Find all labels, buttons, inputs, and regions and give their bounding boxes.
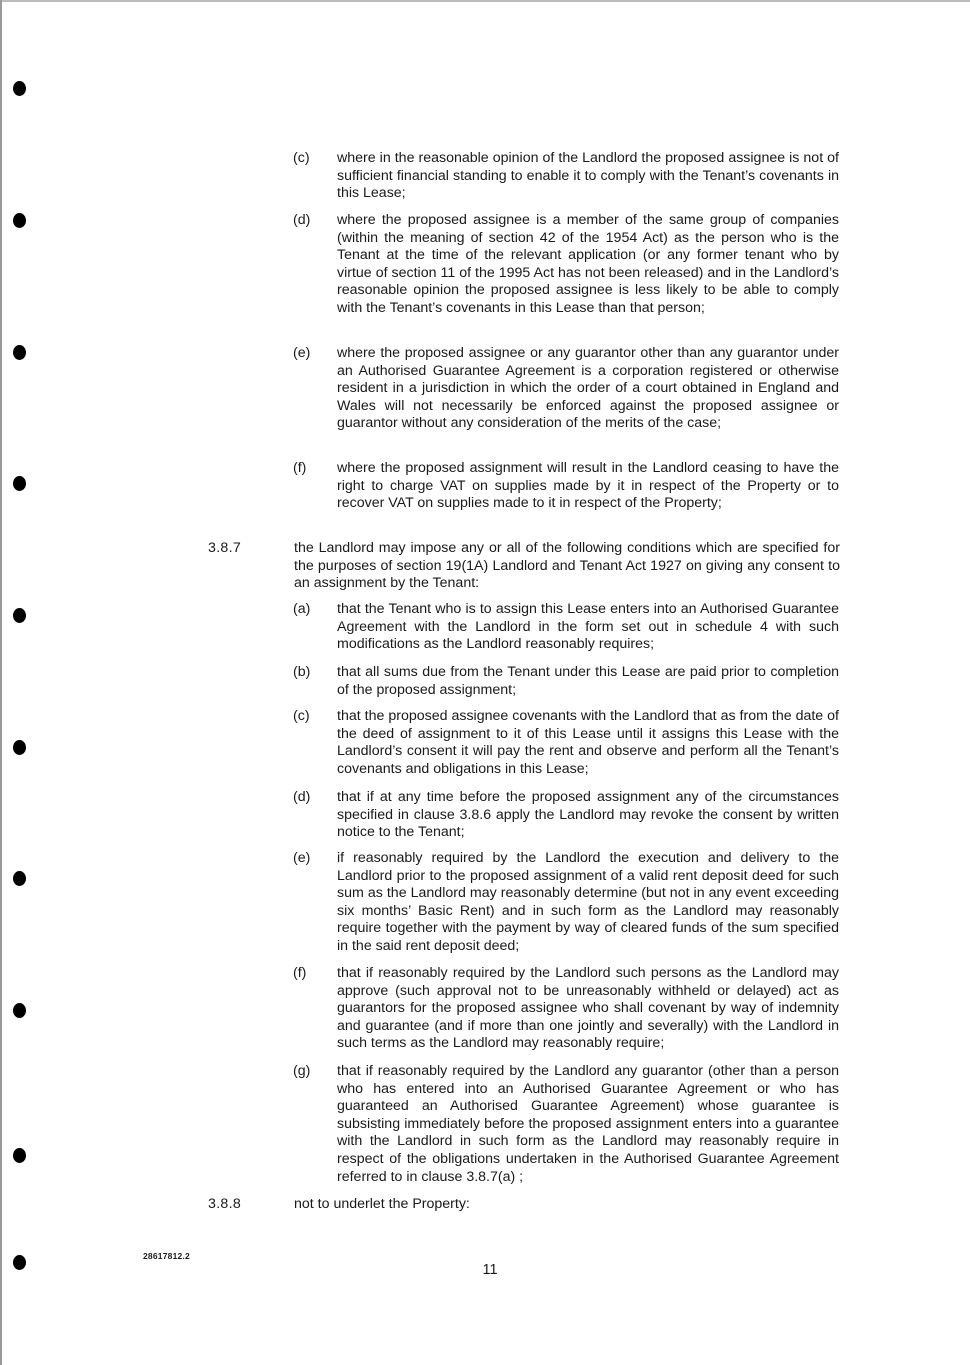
item-text: if reasonably required by the Landlord the execution and delivery to the Landlord prior to the proposed assignment of a valid rent deposit deed for such sum as the Landlord may reasonably determine (but not in any event exceeding six months’ Basic Rent) and in such form as the Landlord may reasonably require together with the payment by way of cleared funds of the sum specified in the said rent deposit deed; bbox=[337, 850, 839, 954]
clause-text: the Landlord may impose any or all of the following conditions which are specified for the purposes of section 19(1A) Landlord and Tenant Act 1927 on giving any consent to an assignment by the Tenant: bbox=[294, 540, 840, 592]
punch-hole-icon bbox=[13, 1255, 26, 1270]
item-text: that if at any time before the proposed assignment any of the circumstances specified in clause 3.8.6 apply the Landlord may revoke the consent by written notice to the Tenant; bbox=[337, 789, 839, 841]
item-label: (e) bbox=[293, 850, 311, 866]
item-label: (b) bbox=[293, 664, 311, 680]
punch-hole-icon bbox=[13, 1003, 26, 1018]
item-text: where the proposed assignee is a member of the same group of companies (within the meaning of section 42 of the 1954 Act) as the person who is the Tenant at the time of the relevant application (or any former tenant who by virtue of section 11 of the 1995 Act has not been released) and in the Landlord’s reasonable opinion the proposed assignee is less likely to be able to comply with the Tenant’s covenants in this Lease than that person; bbox=[337, 212, 839, 316]
item-text: where the proposed assignee or any guarantor other than any guarantor under an Authorised Guarantee Agreement is a corporation registered or otherwise resident in a jurisdiction in which the order of a court obtained in England and Wales will not necessarily be enforced against the proposed assignee or guarantor without any consideration of the merits of the case; bbox=[337, 345, 839, 432]
punch-hole-icon bbox=[13, 476, 26, 491]
list-item bbox=[293, 664, 839, 699]
list-item bbox=[293, 601, 839, 654]
punch-hole-icon bbox=[13, 1148, 26, 1163]
punch-hole-icon bbox=[13, 213, 26, 228]
list-item bbox=[293, 460, 839, 513]
list-item bbox=[293, 1063, 839, 1186]
item-text: that the Tenant who is to assign this Lease enters into an Authorised Guarantee Agreement with the Landlord in the form set out in schedule 4 with such modifications as the Landlord reasonably requires; bbox=[337, 601, 839, 653]
item-text: that if reasonably required by the Landlord such persons as the Landlord may approve (such approval not to be unreasonably withheld or delayed) act as guarantors for the proposed assignee who shall covenant by way of indemnity and guarantee (and if more than one jointly and severally) with the Landlord in such terms as the Landlord may reasonably require; bbox=[337, 965, 839, 1052]
item-label: (c) bbox=[293, 708, 310, 724]
document-reference: 28617812.2 bbox=[143, 1251, 190, 1261]
item-text: that the proposed assignee covenants with the Landlord that as from the date of the deed of assignment to it of this Lease until it assigns this Lease with the Landlord’s consent it will pay the rent and observe and perform all the Tenant’s covenants and obligations in this Lease; bbox=[337, 708, 839, 777]
clause-number: 3.8.8 bbox=[208, 1196, 242, 1212]
item-label: (g) bbox=[293, 1063, 311, 1079]
punch-hole-icon bbox=[13, 740, 26, 755]
item-label: (c) bbox=[293, 150, 310, 166]
item-label: (e) bbox=[293, 345, 311, 361]
list-item bbox=[293, 345, 839, 433]
page-top-edge bbox=[0, 0, 970, 2]
item-text: that if reasonably required by the Landlord any guarantor (other than a person who has entered into an Authorised Guarantee Agreement or who has guaranteed an Authorised Guarantee Agreement) whose guarantee is subsisting immediately before the proposed assignment enters into a guarantee with the Landlord in such form as the Landlord may reasonably require in respect of the obligations undertaken in the Authorised Guarantee Agreement referred to in clause 3.8.7(a) ; bbox=[337, 1063, 839, 1185]
item-text: that all sums due from the Tenant under this Lease are paid prior to completion of the proposed assignment; bbox=[337, 664, 839, 698]
punch-hole-icon bbox=[13, 345, 26, 360]
clause-3-8-8 bbox=[208, 1196, 840, 1214]
item-label: (f) bbox=[293, 965, 307, 981]
item-label: (d) bbox=[293, 789, 311, 805]
item-label: (a) bbox=[293, 601, 311, 617]
item-text: where the proposed assignment will result in the Landlord ceasing to have the right to charge VAT on supplies made by it in respect of the Property or to recover VAT on supplies made to it in respect of the Property; bbox=[337, 460, 839, 512]
clause-text: not to underlet the Property: bbox=[294, 1196, 470, 1212]
page-number: 11 bbox=[482, 1262, 498, 1278]
list-item bbox=[293, 708, 839, 778]
list-item bbox=[293, 150, 839, 203]
punch-hole-icon bbox=[13, 871, 26, 886]
punch-hole-icon bbox=[13, 608, 26, 623]
list-item bbox=[293, 965, 839, 1053]
item-label: (d) bbox=[293, 212, 311, 228]
clause-number: 3.8.7 bbox=[208, 540, 242, 556]
page-left-edge bbox=[0, 0, 2, 1365]
list-item bbox=[293, 850, 839, 956]
list-item bbox=[293, 789, 839, 842]
clause-3-8-7 bbox=[208, 540, 840, 593]
punch-hole-icon bbox=[13, 81, 26, 96]
item-label: (f) bbox=[293, 460, 307, 476]
item-text: where in the reasonable opinion of the Landlord the proposed assignee is not of sufficient financial standing to enable it to comply with the Tenant’s covenants in this Lease; bbox=[337, 150, 839, 202]
list-item bbox=[293, 212, 839, 318]
